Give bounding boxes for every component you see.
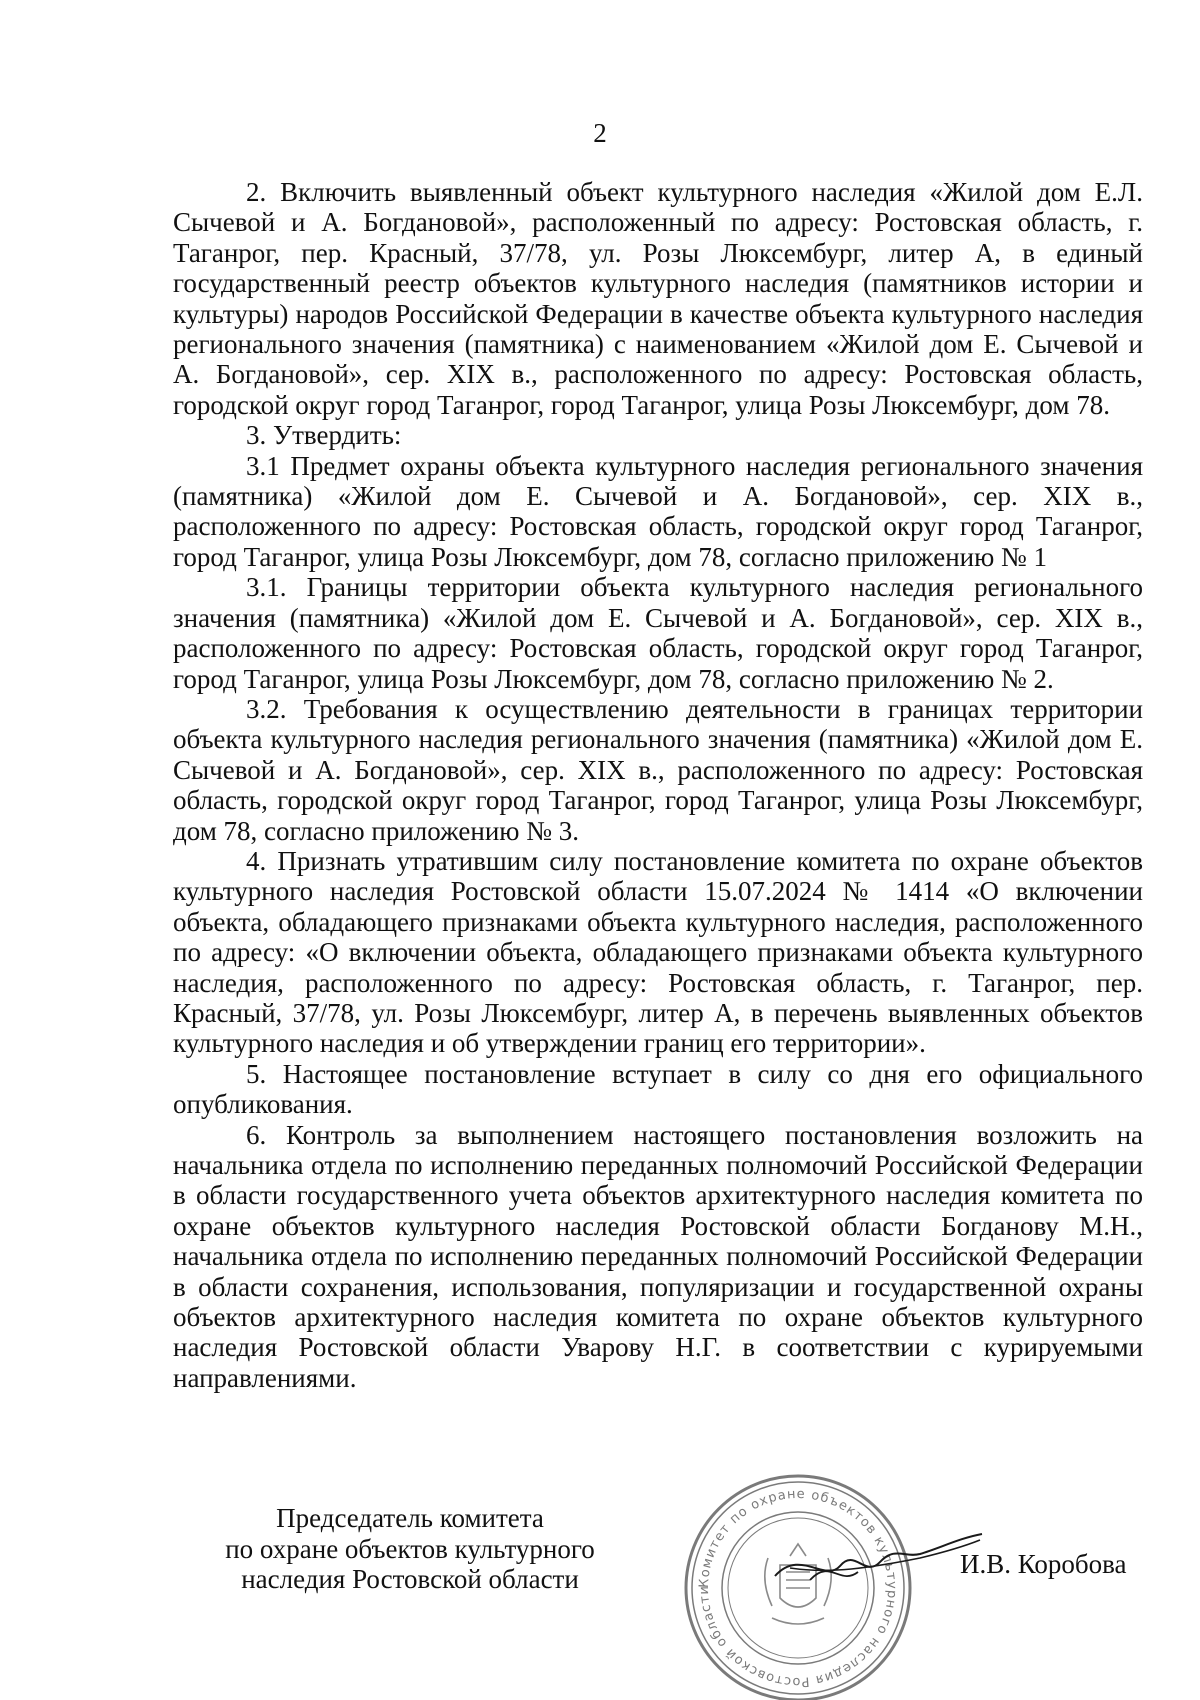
paragraph-4: 4. Признать утратившим силу постановление комитета по охране объектов культурного наследия Ростовской области 15.07.2024 № 1414 «О включении объекта, обладающего признаками объекта культурного наследия, расположенного по адресу: «О включении объекта, обладающего признаками объекта культурного наследия, расположенного по адресу: Ростовская область, г. Таганрог, пер. Красный, 37/78, ул. Розы Люксембург, литер А, в перечень выявленных объектов культурного наследия и об утверждении границ его территории». [173, 845, 1143, 1059]
signer-title [180, 1503, 640, 1595]
paragraph-2: 2. Включить выявленный объект культурного наследия «Жилой дом Е.Л. Сычевой и А. Богдановой», расположенный по адресу: Ростовская область, г. Таганрог, пер. Красный, 37/78, ул. Розы Люксембург, литер А, в единый государственный реестр объектов культурного наследия (памятников истории и культуры) народов Российской Федерации в качестве объекта культурного наследия регионального значения (памятника) с наименованием «Жилой дом Е. Сычевой и А. Богдановой», сер. XIX в., расположенного по адресу: Ростовская область, городской округ город Таганрог, город Таганрог, улица Розы Люксембург, дом 78. [173, 177, 1143, 420]
signer-title-line: Председатель комитета [276, 1503, 544, 1533]
signer-name: И.В. Коробова [960, 1549, 1127, 1579]
paragraph-3-1-borders: 3.1. Границы территории объекта культурного наследия регионального значения (памятника) «Жилой дом Е. Сычевой и А. Богдановой», сер. XIX в., расположенного по адресу: Ростовская область, городской округ город Таганрог, город Таганрог, улица Розы Люксембург, дом 78, согласно приложению № 2. [173, 572, 1143, 694]
page-number: 2 [593, 118, 607, 148]
paragraph-3-1-subject: 3.1 Предмет охраны объекта культурного наследия регионального значения (памятника) «Жилой дом Е. Сычевой и А. Богдановой», сер. XIX в., расположенного по адресу: Ростовская область, городской округ город Таганрог, город Таганрог, улица Розы Люксембург, дом 78, согласно приложению № 1 [173, 450, 1143, 572]
seal-text: Комитет по охране объектов культурного наследия Ростовской области [696, 1486, 900, 1690]
paragraph-3-2: 3.2. Требования к осуществлению деятельности в границах территории объекта культурного наследия регионального значения (памятника) «Жилой дом Е. Сычевой и А. Богдановой», сер. XIX в., расположенного по адресу: Ростовская область, городской округ город Таганрог, город Таганрог, улица Розы Люксембург, дом 78, согласно приложению № 3. [173, 693, 1143, 846]
paragraph-6: 6. Контроль за выполнением настоящего постановления возложить на начальника отдела по исполнению переданных полномочий Российской Федерации в области государственного учета объектов архитектурного наследия комитета по охране объектов культурного наследия Ростовской области Богданову М.Н., начальника отдела по исполнению переданных полномочий Российской Федерации в области сохранения, использования, популяризации и государственной охраны объектов архитектурного наследия комитета по охране объектов культурного наследия Ростовской области Уварову Н.Г. в соответствии с курируемыми направлениями. [173, 1119, 1143, 1393]
signer-title-line: по охране объектов культурного [225, 1533, 595, 1564]
handwritten-signature [770, 1528, 985, 1588]
paragraph-5: 5. Настоящее постановление вступает в силу со дня его официального опубликования. [173, 1058, 1143, 1120]
signer-title-line: наследия Ростовской области [241, 1564, 579, 1594]
paragraph-3: 3. Утвердить: [246, 420, 402, 451]
document-body [173, 177, 1143, 1393]
